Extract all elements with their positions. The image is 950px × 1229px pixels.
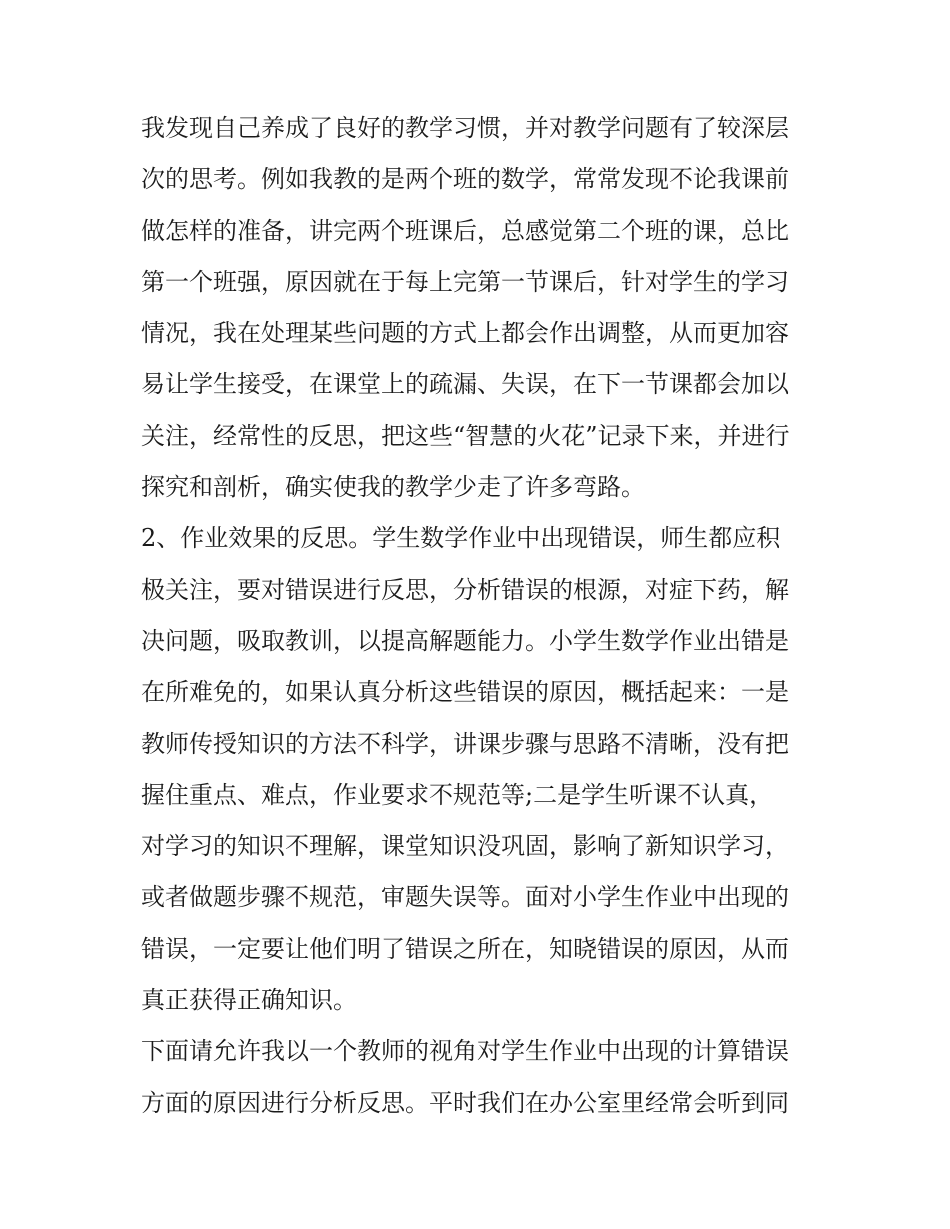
text-line: 错误，一定要让他们明了错误之所在，知晓错误的原因，从而 <box>141 934 789 963</box>
text-line: 做怎样的准备，讲完两个班课后，总感觉第二个班的课，总比 <box>141 216 789 245</box>
text-line: 易让学生接受，在课堂上的疏漏、失误，在下一节课都会加以 <box>141 370 789 399</box>
text-line: 关注，经常性的反思，把这些“智慧的火花”记录下来，并进行 <box>141 421 790 450</box>
text-line: 第一个班强，原因就在于每上完第一节课后，针对学生的学习 <box>141 267 789 296</box>
text-line: 教师传授知识的方法不科学，讲课步骤与思路不清晰，没有把 <box>141 729 789 758</box>
text-line: 下面请允许我以一个教师的视角对学生作业中出现的计算错误 <box>141 1037 789 1066</box>
text-line: 次的思考。例如我教的是两个班的数学，常常发现不论我课前 <box>141 165 789 194</box>
text-line: 真正获得正确知识。 <box>141 986 357 1015</box>
text-line: 我发现自己养成了良好的教学习惯，并对教学问题有了较深层 <box>141 114 789 142</box>
text-line: 探究和剖析，确实使我的教学少走了许多弯路。 <box>141 473 645 502</box>
text-line: 极关注，要对错误进行反思，分析错误的根源，对症下药，解 <box>141 575 789 604</box>
text-line: 方面的原因进行分析反思。平时我们在办公室里经常会听到同 <box>141 1088 789 1117</box>
document-body <box>141 103 821 1129</box>
text-line: 决问题，吸取教训，以提高解题能力。小学生数学作业出错是 <box>141 626 789 655</box>
text-line: 在所难免的，如果认真分析这些错误的原因，概括起来：一是 <box>141 678 789 707</box>
text-line: 对学习的知识不理解，课堂知识没巩固，影响了新知识学习， <box>141 832 789 861</box>
text-line: 握住重点、难点，作业要求不规范等;二是学生听课不认真， <box>141 780 774 809</box>
text-line: 情况，我在处理某些问题的方式上都会作出调整，从而更加容 <box>141 319 789 348</box>
text-line: 或者做题步骤不规范，审题失误等。面对小学生作业中出现的 <box>141 883 789 912</box>
text-line: 2、作业效果的反思。学生数学作业中出现错误，师生都应积 <box>141 524 781 553</box>
